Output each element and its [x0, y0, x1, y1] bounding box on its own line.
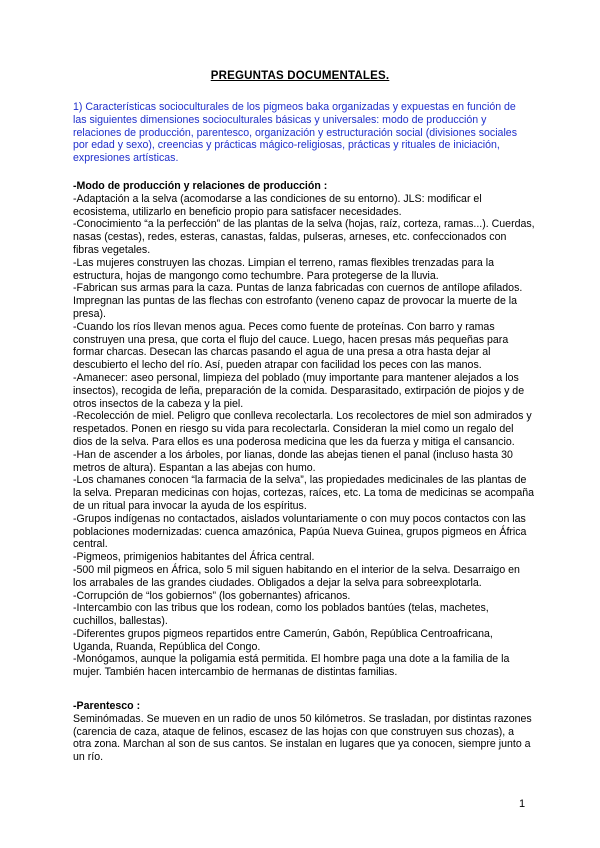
paragraph: -Recolección de miel. Peligro que conlleva recolectarla. Los recolectores de miel son admirados y respetados. Ponen en riesgo su vida para recolectarla. Consideran la miel como un regalo del dios de la selva. Para ellos es una poderosa medicina que les da fuerza y mitiga el cansancio.	[73, 410, 532, 448]
paragraph: -Amanecer: aseo personal, limpieza del poblado (muy importante para mantener alejados a los insectos), recogida de leña, preparación de la comida. Desparasitado, extirpación de piojos y de otros insectos de la cabeza y la piel.	[73, 371, 525, 410]
paragraph: -Corrupción de “los gobiernos” (los gobernantes) africanos.	[73, 589, 351, 602]
section-parentesco	[73, 700, 535, 764]
page-number: 1	[519, 798, 526, 810]
paragraph: -Intercambio con las tribus que los rodean, como los poblados bantúes (telas, machetes, cuchillos, ballestas).	[73, 602, 489, 628]
paragraph: Seminómadas. Se mueven en un radio de unos 50 kilómetros. Se trasladan, por distintas razones (carencia de caza, ataque de felinos, escasez de las hojas con que construyen sus chozas), a otra zona. Marchan al son de sus cantos. Se instalan en lugares que ya conocen, siempre junto a un río.	[73, 712, 532, 764]
section-produccion	[73, 180, 535, 679]
paragraph: -Las mujeres construyen las chozas. Limpian el terreno, ramas flexibles trenzadas para la estructura, hojas de mangongo como techumbre. Para protegerse de la lluvia.	[73, 256, 495, 282]
paragraph: -Cuando los ríos llevan menos agua. Peces como fuente de proteínas. Con barro y ramas construyen una presa, que corta el flujo del cauce. Luego, hacen presas más pequeñas para formar charcas. Desecan las charcas pasando el agua de una presa a otra hasta dejar al descubierto el lecho del río. Así, pueden atrapar con facilidad los peces con las manos.	[73, 320, 509, 372]
paragraph: -500 mil pigmeos en África, solo 5 mil siguen habitando en el interior de la selva. Desarraigo en los arrabales de las grandes ciudades. Obligados a dejar la selva para sobreexplotarla.	[73, 563, 520, 589]
paragraph: -Adaptación a la selva (acomodarse a las condiciones de su entorno). JLS: modificar el ecosistema, utilizarlo en beneficio propio para satisfacer necesidades.	[73, 192, 482, 218]
paragraph: -Han de ascender a los árboles, por lianas, donde las abejas tienen el panal (incluso hasta 30 metros de altura). Espantan a las abejas con humo.	[73, 448, 513, 474]
paragraph: -Diferentes grupos pigmeos repartidos entre Camerún, Gabón, República Centroafricana, Uganda, Ruanda, República del Congo.	[73, 627, 493, 653]
paragraph: -Conocimiento “a la perfección” de las plantas de la selva (hojas, raíz, corteza, ramas...). Cuerdas, nasas (cestas), redes, esteras, canastas, faldas, pulseras, arneses, etc. confeccionados con fibras vegetales.	[73, 218, 535, 256]
paragraph: -Los chamanes conocen “la farmacia de la selva”, las propiedades medicinales de las plantas de la selva. Preparan medicinas con hojas, cortezas, raíces, etc. La toma de medicinas se acompaña de un ritual para invocar la ayuda de los espíritus.	[73, 474, 535, 512]
paragraph: -Fabrican sus armas para la caza. Puntas de lanza fabricadas con cuernos de antílope afilados. Impregnan las puntas de las flechas con estrofanto (veneno capaz de provocar la muerte de la presa).	[73, 282, 523, 320]
paragraph: -Grupos indígenas no contactados, aislados voluntariamente o con muy pocos contactos con las poblaciones modernizadas: cuenca amazónica, Papúa Nueva Guinea, grupos pigmeos en África central.	[73, 512, 527, 551]
section-heading: -Parentesco :	[73, 700, 141, 712]
paragraph: -Monógamos, aunque la poligamia está permitida. El hombre paga una dote a la familia de la mujer. También hacen intercambio de hermanas de distintas familias.	[73, 653, 510, 679]
document-title: PREGUNTAS DOCUMENTALES.	[210, 70, 390, 82]
question-text: 1) Características socioculturales de los pigmeos baka organizadas y expuestas en función de las siguientes dimensiones socioculturales básicas y universales: modo de producción y relaciones de producción, parentesco, organización y estructuración social (divisiones sociales por edad y sexo), creencias y prácticas mágico-religiosas, prácticas y rituales de iniciación, expresiones artísticas.	[73, 101, 517, 165]
paragraph: -Pigmeos, primigenios habitantes del África central.	[73, 551, 315, 564]
section-heading: -Modo de producción y relaciones de producción :	[73, 180, 328, 192]
